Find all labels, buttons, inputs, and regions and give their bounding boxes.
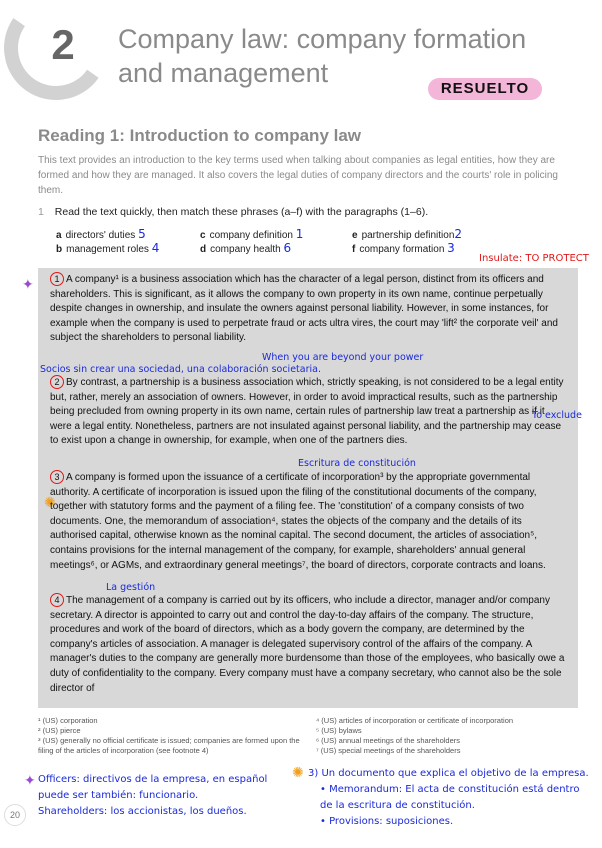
- footnote: ⁴ (US) articles of incorporation or certificate of incorporation: [316, 716, 514, 725]
- paragraph-1: 1 A company¹ is a business association which has the character of a legal person, distinct from its officers and shareholders. This is significant, as it allows the company to own property in its own name, continue perpetually despite changes in ownership, and insulate the owners against personal liability. However, in some instances, for example when the company is used to perpetrate fraud or acts ultra vires, the court may 'lift² the corporate veil' and subject the shareholders to personal liability.: [50, 274, 558, 344]
- reading-intro: This text provides an introduction to the key terms used when talking about companies as legal entities, how they are formed and how they are managed. It also covers the legal duties of company directors and the courts' role in policing them.: [38, 155, 558, 196]
- chapter-title-line2: and management: [118, 58, 329, 88]
- paragraph-number-2: 2: [50, 375, 64, 389]
- note-provisions: • Provisions: suposiciones.: [320, 816, 454, 827]
- footnotes-left: [38, 716, 300, 756]
- paragraph-number-3: 3: [50, 470, 64, 484]
- note-precluded: To exclude: [532, 410, 582, 421]
- answer-f: 3: [447, 241, 455, 255]
- star-icon: ✺: [292, 764, 304, 780]
- answer-a: 5: [138, 227, 146, 241]
- note-memorandum: • Memorandum: El acta de constitución está dentro de la escritura de constitución.: [320, 784, 580, 811]
- note-document: 3) Un documento que explica el objetivo de la empresa.: [308, 768, 589, 779]
- phrase-f: f company formation 3: [352, 241, 455, 255]
- note-shareholders: Shareholders: los accionistas, los dueños.: [38, 806, 247, 817]
- footnote: ² (US) pierce: [38, 726, 81, 735]
- footnotes-right: [316, 716, 578, 756]
- paragraph-number-4: 4: [50, 593, 64, 607]
- note-ultra-vires: When you are beyond your power: [262, 352, 424, 363]
- chapter-number: 2: [51, 21, 75, 68]
- notes-left: [38, 772, 298, 820]
- note-cert-incorp: Escritura de constitución: [298, 458, 416, 469]
- answer-b: 4: [151, 241, 160, 255]
- footnote: ⁵ (US) bylaws: [316, 726, 362, 735]
- phrase-b: b management roles 4: [56, 241, 160, 255]
- paragraph-2: 2 By contrast, a partnership is a business association which, strictly speaking, is not considered to be a legal entity but, rather, merely an association of owners. However, in order to avoid impractical results, such as the partnership being precluded from owning property in its own name, certain rules of partnership law treat a partnership as if it were a legal entity. Nonetheless, partners are not insulated against personal liability, and the partnership may cease to exist upon a change in ownership, for example, when one of the partners dies.: [50, 377, 564, 447]
- notes-right: [308, 766, 590, 830]
- reading-title: Reading 1: Introduction to company law: [38, 126, 362, 145]
- answer-c: 1: [295, 227, 304, 241]
- footnote: ⁷ (US) special meetings of the shareholders: [316, 746, 461, 755]
- note-insulate: Insulate: TO PROTECT: [479, 253, 589, 264]
- instruction-text: Read the text quickly, then match these phrases (a–f) with the paragraphs (1–6).: [54, 206, 429, 218]
- answer-e: 2: [454, 227, 463, 241]
- phrase-a: a directors' duties 5: [56, 227, 146, 241]
- footnote: ⁶ (US) annual meetings of the shareholders: [316, 736, 460, 745]
- star-icon: ✦: [22, 276, 34, 292]
- answer-d: 6: [283, 241, 292, 255]
- chapter-title-line1: Company law: company formation: [118, 24, 527, 54]
- footnote: ³ (US) generally no official certificate is issued; companies are formed upon the filing of the articles of incorporation (see footnote 4): [38, 736, 300, 755]
- paragraph-4: 4 The management of a company is carried out by its officers, who include a director, manager and/or company secretary. A director is appointed to carry out and control the day-to-day affairs of the company. The structure, procedures and work of the board of directors, which as a body govern the company, are determined by the company's articles of association. A manager is delegated supervisory control of the affairs of the company. A manager's duties to the company are generally more burdensome than those of the employees, who basically owe a duty of confidentiality to the company. Every company must have a company secretary, who cannot also be the sole director of: [50, 595, 565, 694]
- page-number: 20: [4, 804, 26, 826]
- footnote: ¹ (US) corporation: [38, 716, 98, 725]
- note-management: La gestión: [106, 582, 156, 593]
- note-partnership: Socios sin crear una sociedad, una colaboración societaria.: [40, 364, 321, 375]
- exercise-instruction: [38, 206, 428, 218]
- phrase-d: d company health 6: [200, 241, 292, 255]
- phrase-e: e partnership definition2: [352, 227, 463, 241]
- star-icon: ✦: [24, 772, 36, 788]
- paragraph-3: 3 A company is formed upon the issuance of a certificate of incorporation³ by the appropriate governmental authority. A certificate of incorporation is issued upon the filing of the constitutional documents of the company, together with statutory forms and the payment of a filing fee. The 'constitution' of a company consists of two documents. One, the memorandum of association⁴, states the objects of the company and the details of its authorised capital, otherwise known as the nominal capital. The second document, the articles of association⁵, contains provisions for the internal management of the company, for example, shareholders' annual general meetings⁶, or AGMs, and extraordinary general meetings⁷, the board of directors, corporate contracts and loans.: [50, 472, 546, 571]
- phrase-c: c company definition 1: [200, 227, 304, 241]
- paragraph-number-1: 1: [50, 272, 64, 286]
- resuelto-badge: RESUELTO: [428, 78, 542, 100]
- note-officers: Officers: directivos de la empresa, en español puede ser también: funcionario.: [38, 774, 268, 801]
- star-icon: ✺: [44, 494, 56, 510]
- exercise-number: 1: [38, 206, 44, 218]
